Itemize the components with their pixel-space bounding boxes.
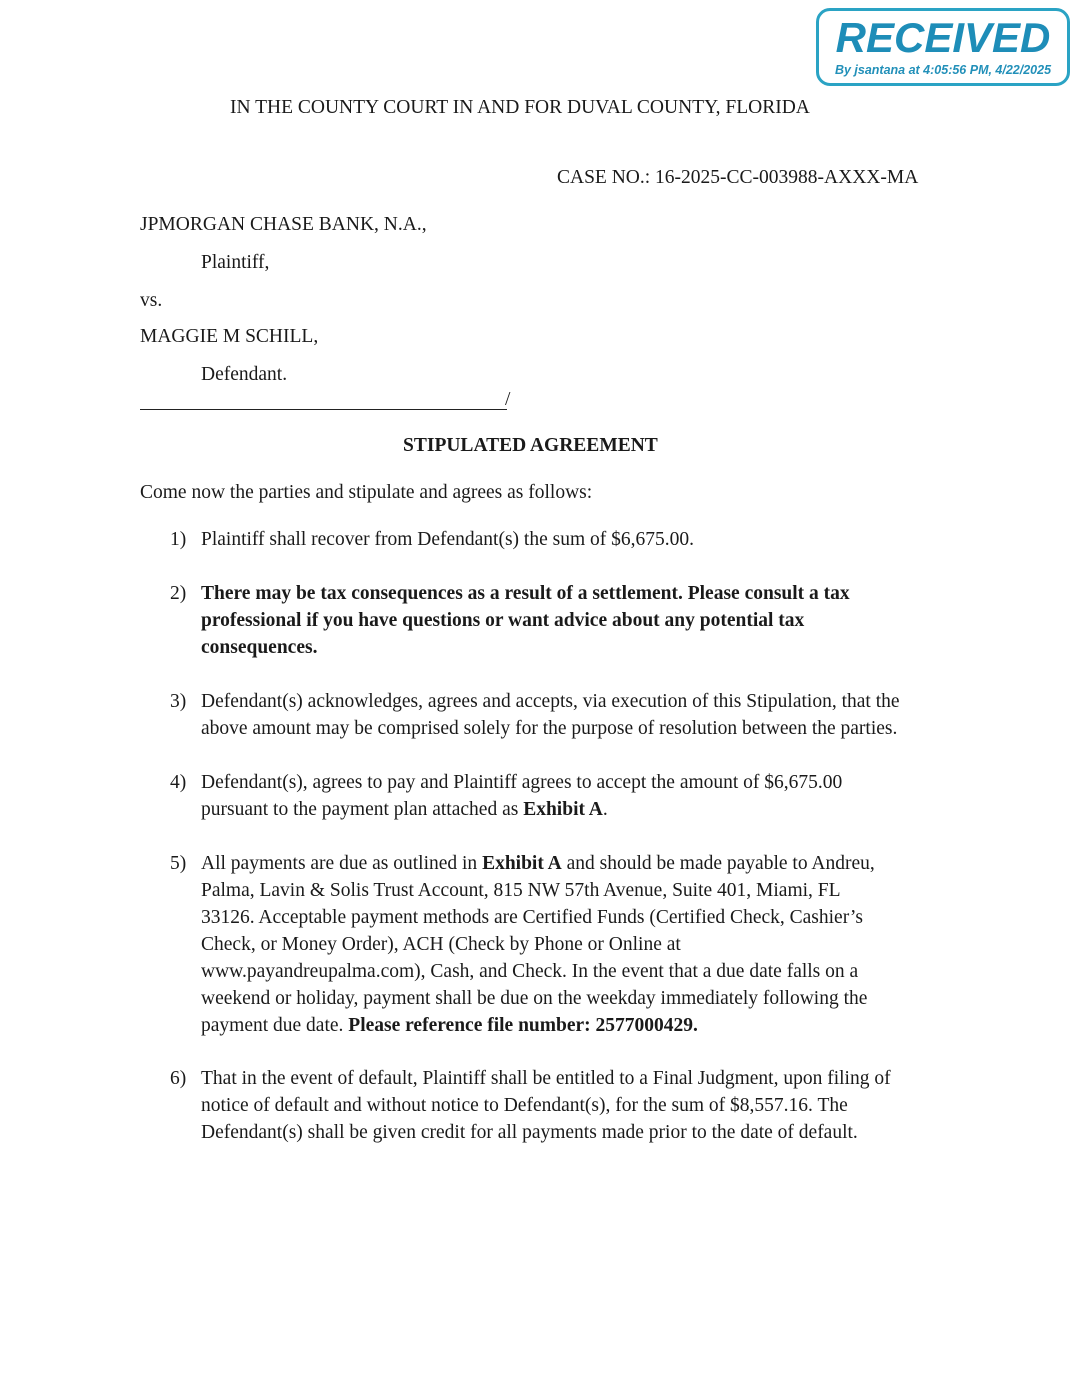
item-4-text [201,769,941,823]
item-number-3: 3) [170,691,187,712]
defendant-name: MAGGIE M SCHILL, [140,326,319,347]
item-5-line-3: 33126. Acceptable payment methods are Certified Funds (Certified Check, Cashier’s [201,907,863,928]
item-6-text [201,1065,941,1146]
received-stamp [816,8,1070,86]
item-5-line-1-end: and should be made payable to Andreu, [561,853,875,874]
intro-paragraph: Come now the parties and stipulate and agrees as follows: [140,482,593,503]
item-5-line-7-text: payment due date. [201,1015,349,1036]
item-5-line-7 [201,1012,941,1039]
stamp-subtitle: By jsantana at 4:05:56 PM, 4/22/2025 [834,63,1052,77]
plaintiff-name: JPMORGAN CHASE BANK, N.A., [140,214,427,235]
item-2-line-2: professional if you have questions or want advice about any potential tax [201,610,805,631]
item-number-5: 5) [170,853,187,874]
item-6-line-3: Defendant(s) shall be given credit for all payments made prior to the date of default. [201,1122,858,1143]
item-5-text [201,850,941,1039]
court-title: IN THE COUNTY COURT IN AND FOR DUVAL COUNTY, FLORIDA [230,97,810,118]
item-4-line-2-end: . [602,799,608,820]
item-4-line-1: Defendant(s), agrees to pay and Plaintiff agrees to accept the amount of $6,675.00 [201,772,843,793]
item-number-2: 2) [170,583,187,604]
item-6-line-2: notice of default and without notice to Defendant(s), for the sum of $8,557.16. The [201,1095,848,1116]
item-2-text [201,580,941,661]
exhibit-a-reference: Exhibit A [523,799,603,820]
plaintiff-role: Plaintiff, [201,252,270,273]
item-number-1: 1) [170,529,187,550]
versus-label: vs. [140,290,163,311]
item-5-line-4: Check, or Money Order), ACH (Check by Phone or Online at [201,934,681,955]
item-number-6: 6) [170,1068,187,1089]
item-5-line-1 [201,850,941,877]
caption-slash: / [505,389,511,410]
document-title: STIPULATED AGREEMENT [403,435,658,456]
caption-divider-line [140,409,507,410]
item-1-line-1: Plaintiff shall recover from Defendant(s) the sum of $6,675.00. [201,529,694,550]
defendant-role: Defendant. [201,364,288,385]
item-5-line-6: weekend or holiday, payment shall be due on the weekday immediately following the [201,988,868,1009]
item-number-4: 4) [170,772,187,793]
item-3-text [201,688,941,742]
exhibit-a-reference: Exhibit A [482,853,562,874]
item-5-line-5: www.payandreupalma.com), Cash, and Check. In the event that a due date falls on a [201,961,859,982]
case-number: CASE NO.: 16-2025-CC-003988-AXXX-MA [557,167,919,188]
stamp-title: RECEIVED [835,14,1051,61]
item-5-line-2: Palma, Lavin & Solis Trust Account, 815 NW 57th Avenue, Suite 401, Miami, FL [201,880,841,901]
item-2-line-1: There may be tax consequences as a result of a settlement. Please consult a tax [201,583,850,604]
item-3-line-2: above amount may be comprised solely for the purpose of resolution between the parties. [201,718,898,739]
item-1-text [201,526,941,553]
item-5-line-1-text: All payments are due as outlined in [201,853,483,874]
file-number-reference: Please reference file number: 2577000429. [348,1015,698,1036]
item-4-line-2 [201,796,941,823]
item-3-line-1: Defendant(s) acknowledges, agrees and accepts, via execution of this Stipulation, that the [201,691,900,712]
item-4-line-2-text: pursuant to the payment plan attached as [201,799,524,820]
item-2-line-3: consequences. [201,637,318,658]
item-6-line-1: That in the event of default, Plaintiff shall be entitled to a Final Judgment, upon filing of [201,1068,891,1089]
